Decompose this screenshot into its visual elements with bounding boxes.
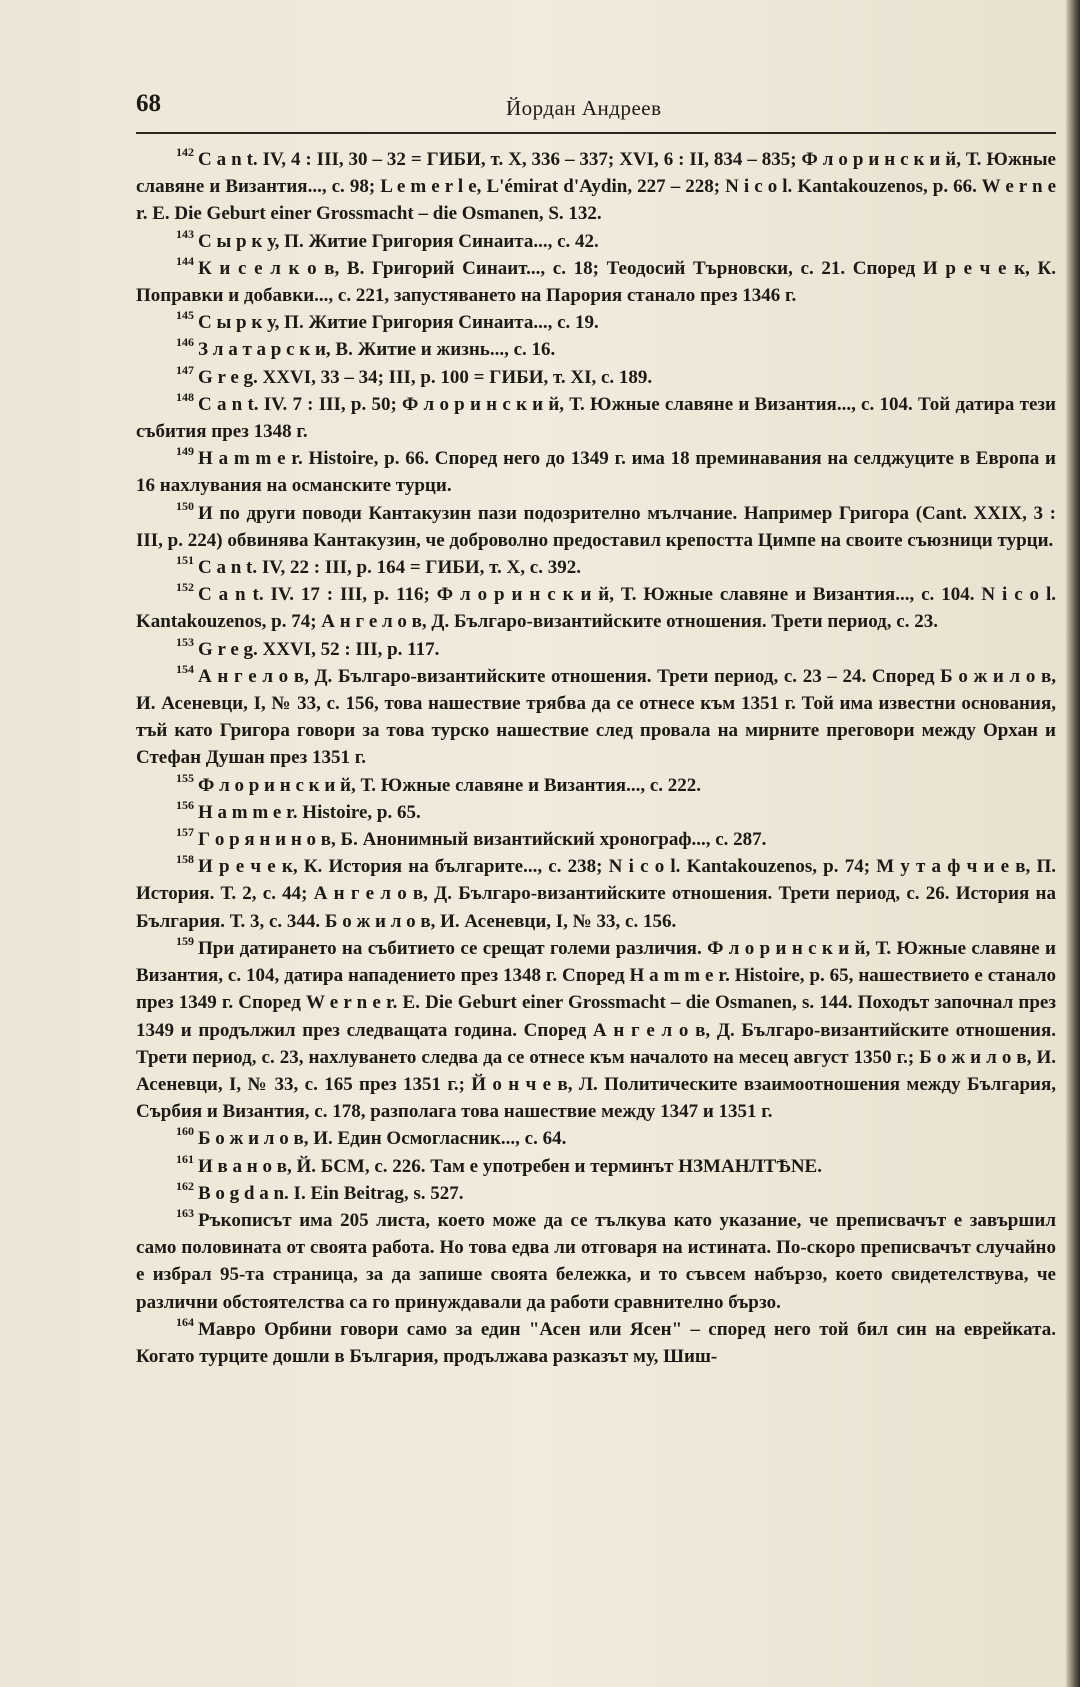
footnote-text: Ръкописът има 205 листа, което може да се тълкува като указание, че преписвачът е завършил само половината от своята работа. Но това едва ли отговаря на истината. По-скоро преписвачът случайно е избрал 95-та страница, за да запише своята бележка, и то съвсем набързо, което свидетелствува, че различни обстоятелства са го принуждавали да работи сравнително бързо.	[136, 1209, 1056, 1313]
footnote-163	[136, 1207, 1056, 1316]
footnote-number: 145	[176, 308, 194, 323]
footnote-text: G r e g. XXVI, 52 : III, p. 117.	[198, 638, 440, 660]
footnote-number: 151	[176, 553, 194, 568]
footnote-number: 152	[176, 580, 194, 595]
footnote-155	[136, 772, 1056, 799]
footnote-number: 147	[176, 362, 194, 377]
footnote-number: 143	[176, 226, 194, 241]
footnotes-block	[136, 146, 1056, 1370]
footnote-156	[136, 799, 1056, 826]
footnote-number: 164	[176, 1314, 194, 1329]
footnote-162	[136, 1180, 1056, 1207]
footnote-text: C a n t. IV, 22 : III, p. 164 = ГИБИ, т. X, с. 392.	[198, 557, 581, 579]
footnote-text: И по други поводи Кантакузин пази подозрително мълчание. Например Григора (Cant. XXIX, 3 : III, p. 224) обвинява Кантакузин, че доброволно предоставил крепостта Цимпе на своите съюзници турци.	[136, 502, 1056, 551]
footnote-160	[136, 1125, 1056, 1152]
footnote-161	[136, 1153, 1056, 1180]
footnote-number: 150	[176, 498, 194, 513]
footnote-153	[136, 636, 1056, 663]
footnote-number: 158	[176, 852, 194, 867]
footnote-text: С ы р к у, П. Житие Григория Синаита..., с. 19.	[198, 312, 599, 334]
footnote-number: 163	[176, 1205, 194, 1220]
footnote-text: B o g d a n. I. Ein Beitrag, s. 527.	[198, 1182, 464, 1204]
footnote-number: 155	[176, 770, 194, 785]
footnote-number: 149	[176, 444, 194, 459]
footnote-number: 161	[176, 1151, 194, 1166]
footnote-number: 142	[176, 145, 194, 159]
footnote-text: Г о р я н и н о в, Б. Анонимный византийский хронограф..., с. 287.	[198, 829, 767, 851]
footnote-150	[136, 500, 1056, 554]
footnote-text: C a n t. IV. 7 : III, p. 50; Ф л о р и н с к и й, Т. Южные славяне и Византия..., с. 104. Той датира тези събития през 1348 г.	[136, 393, 1056, 443]
footnote-157	[136, 826, 1056, 853]
footnote-text: С ы р к у, П. Житие Григория Синаита..., с. 42.	[198, 230, 599, 252]
footnote-144	[136, 255, 1056, 309]
footnote-text: И р е ч е к, К. История на българите..., с. 238; N i c o l. Kantakouzenos, p. 74; М у т а ф ч и е в, П. История. Т. 2, с. 44; А н г е л о в, Д. Българо-византийските отношения. Трети период, с. 26. История на България. Т. 3, с. 344. Б о ж и л о в, И. Асеневци, I, № 33, с. 156.	[136, 856, 1056, 932]
footnote-text: И в а н о в, Й. БСМ, с. 226. Там е употребен и терминът НЗМАНЛТѢNЕ.	[198, 1155, 822, 1177]
footnote-142	[136, 146, 1056, 228]
footnote-158	[136, 853, 1056, 935]
page-number: 68	[136, 90, 161, 117]
footnote-145	[136, 309, 1056, 336]
footnote-148	[136, 391, 1056, 445]
footnote-text: C a n t. IV, 4 : III, 30 – 32 = ГИБИ, т. X, 336 – 337; XVI, 6 : II, 834 – 835; Ф л о р и н с к и й, Т. Южные славяне и Византия..., с. 98; L e m e r l e, L'émirat d'Aydin, 227 – 228; N i c o l. Kantakouzenos, p. 66. W e r n e r. E. Die Geburt einer Grossmacht – die Osmanen, S. 132.	[136, 149, 1056, 225]
footnote-147	[136, 364, 1056, 391]
footnote-146	[136, 336, 1056, 363]
footnote-number: 156	[176, 797, 194, 812]
footnote-text: А н г е л о в, Д. Българо-византийските отношения. Трети период, с. 23 – 24. Според Б о ж и л о в, И. Асеневци, I, № 33, с. 156, това нашествие трябва да се отнесе към 1351 г. Той има известни основания, тъй като Григора говори за това турско нашествие след провала на мирните преговори между Орхан и Стефан Душан през 1351 г.	[136, 665, 1056, 769]
running-title: Йордан Андреев	[506, 96, 662, 120]
page-edge-shadow	[1066, 0, 1080, 1687]
footnote-154	[136, 663, 1056, 772]
footnote-number: 153	[176, 634, 194, 649]
footnote-number: 146	[176, 335, 194, 350]
footnote-text: C a n t. IV. 17 : III, p. 116; Ф л о р и н с к и й, Т. Южные славяне и Византия..., с. 104. N i c o l. Kantakouzenos, p. 74; А н г е л о в, Д. Българо-византийските отношения. Трети период, с. 23.	[136, 584, 1056, 633]
footnote-number: 154	[176, 661, 194, 676]
footnote-164	[136, 1316, 1056, 1370]
footnote-text: G r e g. XXVI, 33 – 34; III, p. 100 = ГИБИ, т. XI, с. 189.	[198, 366, 653, 388]
footnote-number: 159	[176, 933, 194, 948]
footnote-text: Мавро Орбини говори само за един "Асен или Ясен" – според него той бил син на еврейката. Когато турците дошли в България, продължава разказът му, Шиш-	[136, 1318, 1056, 1367]
footnote-159	[136, 935, 1056, 1125]
footnote-text: H a m m e r. Histoire, p. 65.	[198, 801, 421, 823]
footnote-text: При датирането на събитието се срещат големи различия. Ф л о р и н с к и й, Т. Южные славяне и Византия, с. 104, датира нападението през 1348 г. Според H a m m e r. Histoire, p. 65, нашествието е станало през 1349 г. Според W e r n e r. E. Die Geburt einer Grossmacht – die Osmanen, s. 144. Походът започнал през 1349 и продължил през следващата година. Според А н г е л о в, Д. Българо-византийските отношения. Трети период, с. 23, нахлуването следва да се отнесе към началото на месец август 1350 г.; Б о ж и л о в, И. Асеневци, I, № 33, с. 165 през 1351 г.; Й о н ч е в, Л. Политическите взаимоотношения между България, Сърбия и Византия, с. 178, разполага това нашествие между 1347 и 1351 г.	[136, 937, 1056, 1123]
footnote-number: 157	[176, 825, 194, 840]
footnote-number: 148	[176, 389, 194, 404]
footnote-151	[136, 554, 1056, 581]
footnote-number: 144	[176, 253, 194, 268]
footnote-152	[136, 581, 1056, 635]
header-rule	[136, 132, 1056, 134]
footnote-143	[136, 228, 1056, 255]
footnote-text: Ф л о р и н с к и й, Т. Южные славяне и Византия..., с. 222.	[198, 774, 702, 796]
footnote-149	[136, 445, 1056, 499]
footnote-text: З л а т а р с к и, В. Житие и жизнь..., с. 16.	[198, 339, 556, 361]
footnote-text: H a m m e r. Histoire, p. 66. Според него до 1349 г. има 18 преминавания на селджуците в Европа и 16 нахлувания на османските турци.	[136, 448, 1056, 497]
footnote-number: 160	[176, 1124, 194, 1139]
footnote-number: 162	[176, 1178, 194, 1193]
footnote-text: Б о ж и л о в, И. Един Осмогласник..., с. 64.	[198, 1128, 567, 1150]
footnote-text: К и с е л к о в, В. Григорий Синаит..., с. 18; Теодосий Търновски, с. 21. Според И р е ч е к, К. Поправки и добавки..., с. 221, запустяването на Парория станало през 1346 г.	[136, 257, 1056, 307]
page-header	[136, 88, 1056, 128]
